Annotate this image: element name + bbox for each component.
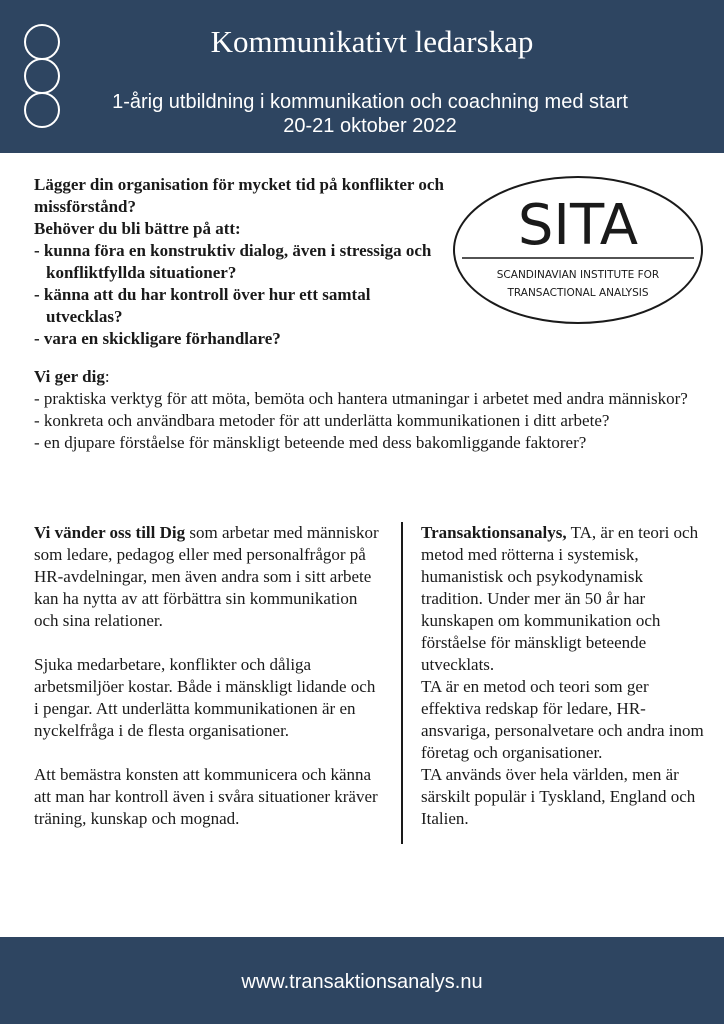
website-link[interactable]: www.transaktionsanalys.nu: [241, 971, 483, 993]
left-paragraph-1: [34, 522, 384, 632]
intro-question-1: Lägger din organisation för mycket tid på konflikter och missförstånd?: [34, 175, 444, 216]
offer-colon: :: [104, 367, 110, 386]
circle-icon: [24, 92, 60, 128]
left-paragraph-1-text: som arbetar med människor som ledare, pedagog eller med personalfrågor på HR-avdelningar, men även andra som i sitt arbete kan ha nytta av att förbättra sin kommunikation och sina relationer.: [34, 523, 379, 630]
sita-logo: [452, 174, 704, 326]
offer-heading: Vi ger dig: [34, 367, 105, 386]
left-paragraph-2: Sjuka medarbetare, konflikter och dåliga arbetsmiljöer kostar. Både i mänskligt lidande och i pengar. Att underlätta kommunikationen är en nyckelfråga i de flesta organisationer.: [34, 655, 376, 740]
subtitle-line-1: 1-årig utbildning i kommunikation och coachning med start: [112, 91, 628, 113]
circles-decoration: [24, 24, 62, 126]
left-column: [34, 522, 384, 852]
circle-icon: [24, 58, 60, 94]
intro-item: - känna att du har kontroll över hur ett samtal utvecklas?: [34, 285, 371, 326]
right-paragraph-3: TA används över hela världen, men är särskilt populär i Tyskland, England och Italien.: [421, 765, 696, 828]
intro-item: - vara en skickligare förhandlare?: [34, 329, 281, 348]
offer-heading-line: [34, 366, 704, 388]
logo-name: SITA: [517, 193, 639, 258]
intro-item: - kunna föra en konstruktiv dialog, även i stressiga och konfliktfyllda situationer?: [34, 241, 432, 282]
right-paragraph-1-text: TA, är en teori och metod med rötterna i systemisk, humanistisk och psykodynamisk tradition. Under mer än 50 år har kunskapen om kommunikation och förståelse för mänskligt beteende utvecklats.: [421, 523, 699, 674]
subtitle-line-2: 20-21 oktober 2022: [283, 115, 457, 137]
logo-line-2: TRANSACTIONAL ANALYSIS: [507, 287, 649, 299]
left-paragraph-3: Att bemästra konsten att kommunicera och känna att man har kontroll även i svåra situationer kräver träning, kunskap och mognad.: [34, 765, 378, 828]
offer-item: - praktiska verktyg för att möta, bemöta och hantera utmaningar i arbetet med andra människor?: [34, 389, 688, 408]
right-lead: Transaktionsanalys,: [421, 523, 567, 542]
intro-question-2: Behöver du bli bättre på att:: [34, 219, 241, 238]
circle-icon: [24, 24, 60, 60]
page-title: Kommunikativt ledarskap: [210, 24, 534, 59]
right-paragraph-2: TA är en metod och teori som ger effektiva redskap för ledare, HR-ansvariga, personalvetare och andra inom företag och organisationer.: [421, 677, 704, 762]
footer-banner: [0, 937, 724, 1024]
header-banner: [0, 0, 724, 153]
page-subtitle: [70, 90, 670, 138]
column-divider: [401, 522, 403, 844]
offer-item: - konkreta och användbara metoder för att underlätta kommunikationen i ditt arbete?: [34, 411, 610, 430]
right-column: [421, 522, 704, 830]
left-lead: Vi vänder oss till Dig: [34, 523, 186, 542]
logo-line-1: SCANDINAVIAN INSTITUTE FOR: [496, 269, 660, 281]
right-paragraph-1: [421, 522, 704, 676]
offer-item: - en djupare förståelse för mänskligt beteende med dess bakomliggande faktorer?: [34, 433, 587, 452]
offer-section: [34, 366, 704, 454]
intro-questions: [34, 174, 444, 350]
